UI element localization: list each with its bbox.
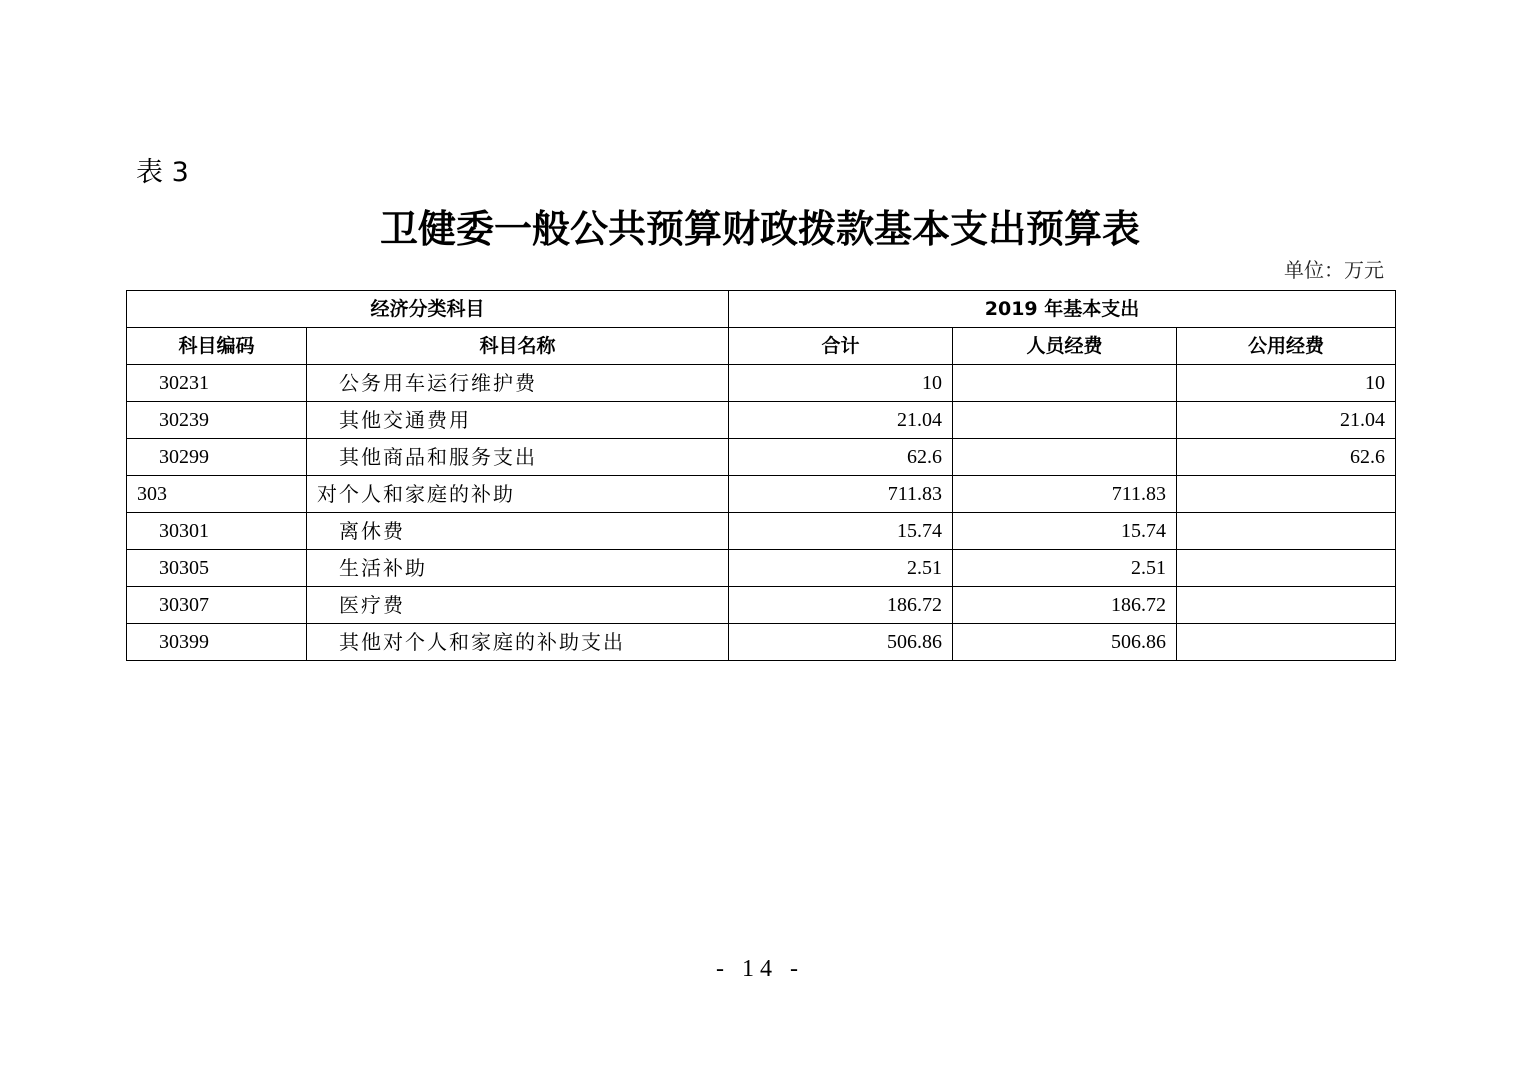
document-title: 卫健委一般公共预算财政拨款基本支出预算表 bbox=[379, 207, 1140, 251]
table-row bbox=[127, 513, 1396, 550]
subject-name-cell: 公务用车运行维护费 bbox=[307, 365, 729, 402]
personnel-cell bbox=[953, 365, 1177, 402]
budget-table bbox=[126, 290, 1396, 661]
subject-code-cell: 30299 bbox=[127, 439, 307, 476]
total-cell: 506.86 bbox=[729, 624, 953, 661]
subject-code-cell: 30305 bbox=[127, 550, 307, 587]
subject-name-cell: 医疗费 bbox=[307, 587, 729, 624]
subject-code-cell: 30307 bbox=[127, 587, 307, 624]
subject-name-cell: 其他对个人和家庭的补助支出 bbox=[307, 624, 729, 661]
personnel-cell: 15.74 bbox=[953, 513, 1177, 550]
header-total: 合计 bbox=[729, 328, 953, 365]
subject-code-cell: 30301 bbox=[127, 513, 307, 550]
subject-name-cell: 离休费 bbox=[307, 513, 729, 550]
personnel-cell: 506.86 bbox=[953, 624, 1177, 661]
subject-code-cell: 30231 bbox=[127, 365, 307, 402]
table-row bbox=[127, 365, 1396, 402]
public-cell: 10 bbox=[1177, 365, 1396, 402]
unit-note: 单位：万元 bbox=[1284, 258, 1384, 282]
subject-name-cell: 其他商品和服务支出 bbox=[307, 439, 729, 476]
personnel-cell: 186.72 bbox=[953, 587, 1177, 624]
public-cell bbox=[1177, 550, 1396, 587]
total-cell: 2.51 bbox=[729, 550, 953, 587]
subject-code-cell: 30399 bbox=[127, 624, 307, 661]
header-column-row bbox=[127, 328, 1396, 365]
subject-code-cell: 303 bbox=[127, 476, 307, 513]
table-label: 表 3 bbox=[136, 157, 189, 188]
subject-code-cell: 30239 bbox=[127, 402, 307, 439]
table-row bbox=[127, 550, 1396, 587]
subject-name-cell: 对个人和家庭的补助 bbox=[307, 476, 729, 513]
total-cell: 21.04 bbox=[729, 402, 953, 439]
subject-name-cell: 其他交通费用 bbox=[307, 402, 729, 439]
header-personnel-expense: 人员经费 bbox=[953, 328, 1177, 365]
public-cell: 21.04 bbox=[1177, 402, 1396, 439]
subject-name-cell: 生活补助 bbox=[307, 550, 729, 587]
total-cell: 62.6 bbox=[729, 439, 953, 476]
header-basic-expenditure-2019: 2019 年基本支出 bbox=[729, 291, 1396, 328]
table-row bbox=[127, 439, 1396, 476]
personnel-cell bbox=[953, 439, 1177, 476]
total-cell: 186.72 bbox=[729, 587, 953, 624]
header-subject-name: 科目名称 bbox=[307, 328, 729, 365]
table-row bbox=[127, 587, 1396, 624]
table-row bbox=[127, 402, 1396, 439]
public-cell bbox=[1177, 513, 1396, 550]
personnel-cell: 711.83 bbox=[953, 476, 1177, 513]
table-row bbox=[127, 624, 1396, 661]
total-cell: 711.83 bbox=[729, 476, 953, 513]
header-subject-code: 科目编码 bbox=[127, 328, 307, 365]
header-economic-classification: 经济分类科目 bbox=[127, 291, 729, 328]
public-cell: 62.6 bbox=[1177, 439, 1396, 476]
page-number: - 14 - bbox=[716, 956, 804, 982]
personnel-cell: 2.51 bbox=[953, 550, 1177, 587]
header-group-row bbox=[127, 291, 1396, 328]
public-cell bbox=[1177, 587, 1396, 624]
personnel-cell bbox=[953, 402, 1177, 439]
total-cell: 15.74 bbox=[729, 513, 953, 550]
header-public-expense: 公用经费 bbox=[1177, 328, 1396, 365]
public-cell bbox=[1177, 624, 1396, 661]
table-row bbox=[127, 476, 1396, 513]
public-cell bbox=[1177, 476, 1396, 513]
total-cell: 10 bbox=[729, 365, 953, 402]
